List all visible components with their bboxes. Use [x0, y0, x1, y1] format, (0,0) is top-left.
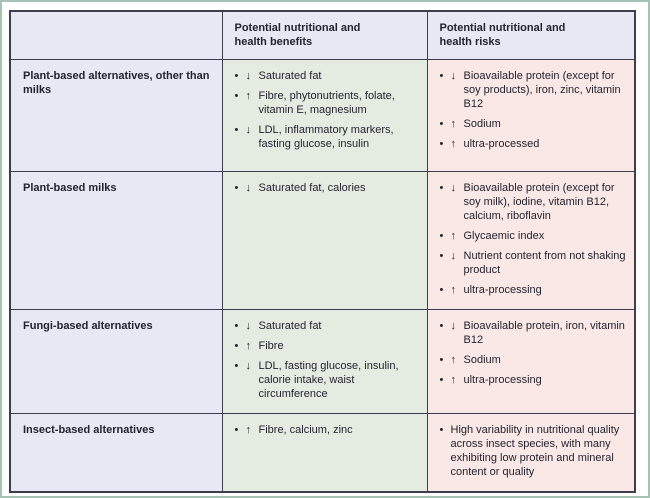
list-item: [440, 373, 631, 387]
list-item: [235, 181, 423, 195]
decrease-arrow-icon: • ↓: [245, 359, 251, 372]
list-item: [440, 117, 631, 131]
table-row-fungi-based-alternatives: [10, 309, 635, 413]
increase-arrow-icon: • ↑: [450, 229, 456, 242]
nutrition-comparison-table: [9, 10, 636, 493]
header-empty-cell: [10, 11, 222, 59]
benefits-cell: [222, 171, 427, 309]
decrease-arrow-icon: • ↓: [245, 319, 251, 332]
header-risks-label: Potential nutritional and health risks: [439, 22, 566, 48]
decrease-arrow-icon: • ↓: [450, 181, 456, 194]
header-row: [10, 11, 635, 59]
list-item-text: Saturated fat: [258, 319, 322, 332]
list-item: [235, 123, 423, 151]
list-item: [440, 137, 631, 151]
decrease-arrow-icon: • ↓: [245, 123, 251, 136]
row-label: Plant-based alternatives, other than milks: [10, 59, 222, 171]
list-item: [235, 319, 423, 333]
decrease-arrow-icon: • ↓: [245, 69, 251, 82]
list-item-text: • High variability in nutritional quality across insect species, with many exhibiting low protein and mineral content or quality: [450, 423, 620, 478]
list-item: [235, 89, 423, 117]
increase-arrow-icon: • ↑: [450, 137, 456, 150]
risks-cell: [427, 413, 635, 492]
risks-cell: [427, 309, 635, 413]
list-item-text: Fibre, phytonutrients, folate, vitamin E, magnesium: [258, 89, 395, 116]
increase-arrow-icon: • ↑: [245, 339, 251, 352]
risks-cell: [427, 59, 635, 171]
increase-arrow-icon: • ↑: [450, 353, 456, 366]
row-label: Fungi-based alternatives: [10, 309, 222, 413]
list-item-text: Sodium: [463, 117, 501, 130]
list-item: [440, 283, 631, 297]
list-item-text: ultra-processing: [463, 283, 542, 296]
table-row-plant-based-milks: [10, 171, 635, 309]
increase-arrow-icon: • ↑: [245, 423, 251, 436]
table-row-insect-based-alternatives: [10, 413, 635, 492]
header-benefits: [222, 11, 427, 59]
benefits-cell: [222, 59, 427, 171]
list-item-text: Fibre, calcium, zinc: [258, 423, 353, 436]
decrease-arrow-icon: • ↓: [450, 319, 456, 332]
increase-arrow-icon: • ↑: [450, 283, 456, 296]
list-item: [440, 229, 631, 243]
table-row-plant-based-alternatives: [10, 59, 635, 171]
list-item: [235, 359, 423, 401]
list-item: [440, 353, 631, 367]
increase-arrow-icon: • ↑: [450, 373, 456, 386]
list-item: [440, 69, 631, 111]
list-item-text: Nutrient content from not shaking product: [463, 249, 626, 276]
increase-arrow-icon: • ↑: [245, 89, 251, 102]
list-item-text: ultra-processed: [463, 137, 540, 150]
risks-cell: [427, 171, 635, 309]
benefits-cell: [222, 309, 427, 413]
list-item-text: Saturated fat: [258, 69, 322, 82]
list-item: [440, 181, 631, 223]
list-item-text: Bioavailable protein, iron, vitamin B12: [463, 319, 625, 346]
list-item: [440, 249, 631, 277]
decrease-arrow-icon: • ↓: [245, 181, 251, 194]
decrease-arrow-icon: • ↓: [450, 249, 456, 262]
list-item-text: Bioavailable protein (except for soy products), iron, zinc, vitamin B12: [463, 69, 621, 110]
list-item-text: Fibre: [258, 339, 284, 352]
list-item-text: ultra-processing: [463, 373, 542, 386]
row-label: Plant-based milks: [10, 171, 222, 309]
list-item-text: LDL, fasting glucose, insulin, calorie intake, waist circumference: [258, 359, 399, 400]
list-item: [440, 319, 631, 347]
list-item-text: Saturated fat, calories: [258, 181, 366, 194]
list-item: [235, 423, 423, 437]
list-item: [235, 339, 423, 353]
header-risks: [427, 11, 635, 59]
list-item: [235, 69, 423, 83]
list-item: [440, 423, 631, 479]
row-label: Insect-based alternatives: [10, 413, 222, 492]
header-benefits-label: Potential nutritional and health benefits: [234, 22, 361, 48]
decrease-arrow-icon: • ↓: [450, 69, 456, 82]
benefits-cell: [222, 413, 427, 492]
list-item-text: Glycaemic index: [463, 229, 545, 242]
increase-arrow-icon: • ↑: [450, 117, 456, 130]
list-item-text: Sodium: [463, 353, 501, 366]
list-item-text: Bioavailable protein (except for soy milk), iodine, vitamin B12, calcium, riboflavin: [463, 181, 615, 222]
list-item-text: LDL, inflammatory markers, fasting glucose, insulin: [258, 123, 394, 150]
